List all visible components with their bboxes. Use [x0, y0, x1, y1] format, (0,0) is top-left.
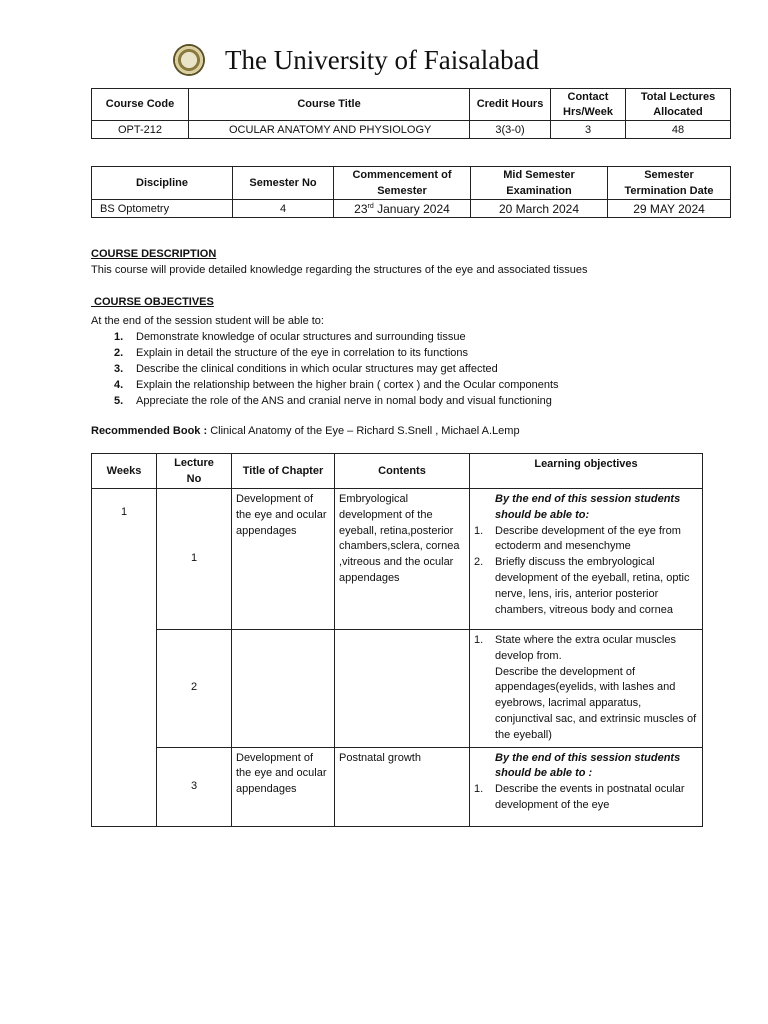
course-code: OPT-212 [92, 121, 189, 139]
lo-text: Describe the events in postnatal ocular development of the eye [495, 783, 685, 811]
objective-text: Explain the relationship between the higher brain ( cortex ) and the Ocular components [136, 379, 559, 391]
header-weeks: Weeks [92, 454, 157, 489]
course-description-heading: COURSE DESCRIPTION [91, 248, 217, 260]
lo-number: 1. [474, 634, 484, 646]
learning-objectives-cell [470, 747, 703, 826]
header-title-of-chapter: Title of Chapter [232, 454, 335, 489]
objectives-lead: By the end of this session students should be able to: [495, 493, 681, 521]
objective-item [114, 329, 559, 345]
header-course-title: Course Title [189, 89, 470, 121]
lecture-number: 2 [157, 630, 232, 748]
commencement-day: 23 [354, 201, 368, 216]
objective-text: Explain in detail the structure of the eye in correlation to its functions [136, 347, 469, 359]
lecture-schedule-table [91, 453, 703, 827]
lecture-number: 3 [157, 747, 232, 826]
week-number: 1 [92, 489, 157, 827]
objective-number: 4. [114, 379, 124, 391]
semester-info-table [91, 166, 731, 218]
objective-text: Appreciate the role of the ANS and cranial nerve in nomal body and visual functioning [136, 395, 552, 407]
chapter-title [232, 630, 335, 748]
objectives-list [114, 329, 559, 409]
header-commencement: Commencement of Semester [334, 167, 471, 200]
lo-text: Briefly discuss the embryological development of the eyeball, retina, optic nerve, lens, iris, anterior posterior chambers, vitreous body and cornea [495, 556, 690, 616]
semester-no: 4 [233, 200, 334, 218]
objective-item [114, 361, 559, 377]
objective-number: 1. [114, 331, 124, 343]
header-course-code: Course Code [92, 89, 189, 121]
total-lectures: 48 [626, 121, 731, 139]
objective-number: 3. [114, 363, 124, 375]
lo-text: State where the extra ocular muscles develop from. [495, 634, 676, 662]
contact-hours: 3 [551, 121, 626, 139]
lo-number: 1. [474, 524, 484, 537]
lecture-contents [335, 630, 470, 748]
lecture-contents: Embryological development of the eyeball, retina,posterior chambers,sclera, cornea ,vitreous and the ocular appendages [335, 489, 470, 630]
header-credit-hours: Credit Hours [470, 89, 551, 121]
objective-item [114, 345, 559, 361]
university-title: The University of Faisalabad [225, 44, 540, 75]
discipline: BS Optometry [92, 200, 233, 218]
header-semester-no: Semester No [233, 167, 334, 200]
learning-objective-item [474, 782, 698, 814]
header-total-lectures: Total Lectures Allocated [626, 89, 731, 121]
recommended-book-text: Clinical Anatomy of the Eye – Richard S.Snell , Michael A.Lemp [207, 425, 520, 437]
header-contents: Contents [335, 454, 470, 489]
recommended-book-label: Recommended Book : [91, 425, 208, 437]
termination-date: 29 MAY 2024 [608, 200, 731, 218]
header-lecture-no: Lecture No [157, 454, 232, 489]
chapter-title: Development of the eye and ocular appendages [232, 489, 335, 630]
commencement-rest: January 2024 [373, 201, 450, 216]
header-contact-hours: Contact Hrs/Week [551, 89, 626, 121]
learning-objectives-cell [470, 630, 703, 748]
lo-number: 2. [474, 556, 484, 569]
recommended-book [91, 425, 520, 437]
objectives-lead: By the end of this session students should be able to : [495, 751, 681, 780]
commencement-suffix: rd [367, 202, 374, 210]
learning-objective-item [474, 555, 698, 618]
learning-objective-item [474, 524, 698, 556]
objective-number: 2. [114, 347, 124, 359]
course-description-text: This course will provide detailed knowledge regarding the structures of the eye and associated tissues [91, 264, 588, 276]
commencement-date [334, 200, 471, 218]
learning-objective-item [474, 633, 698, 665]
header-learning-objectives: Learning objectives [470, 454, 703, 489]
learning-objective-extra: Describe the development of appendages(eyelids, with lashes and eyebrows, lacrimal apparatus, conjunctival sac, and extrinsic muscles of the eyeball) [495, 665, 697, 741]
credit-hours: 3(3-0) [470, 121, 551, 139]
lecture-contents: Postnatal growth [335, 747, 470, 826]
chapter-title: Development of the eye and ocular appendages [232, 747, 335, 826]
lecture-number: 1 [157, 489, 232, 630]
course-info-table [91, 88, 731, 139]
objective-text: Demonstrate knowledge of ocular structures and surrounding tissue [136, 331, 466, 343]
objective-item [114, 377, 559, 393]
page-header [173, 42, 539, 78]
mid-exam-date: 20 March 2024 [471, 200, 608, 218]
header-discipline: Discipline [92, 167, 233, 200]
learning-objectives-cell [470, 489, 703, 630]
course-title: OCULAR ANATOMY AND PHYSIOLOGY [189, 121, 470, 139]
lo-text: Describe development of the eye from ectoderm and mesenchyme [495, 524, 681, 553]
course-objectives-heading: COURSE OBJECTIVES [91, 296, 214, 308]
objectives-intro: At the end of the session student will be able to: [91, 315, 324, 327]
header-termination: Semester Termination Date [608, 167, 731, 200]
objective-text: Describe the clinical conditions in which ocular structures may get affected [136, 363, 498, 375]
objective-item [114, 393, 559, 409]
header-mid-exam: Mid Semester Examination [471, 167, 608, 200]
university-seal-icon [173, 44, 205, 76]
objective-number: 5. [114, 395, 124, 407]
lo-number: 1. [474, 783, 484, 796]
